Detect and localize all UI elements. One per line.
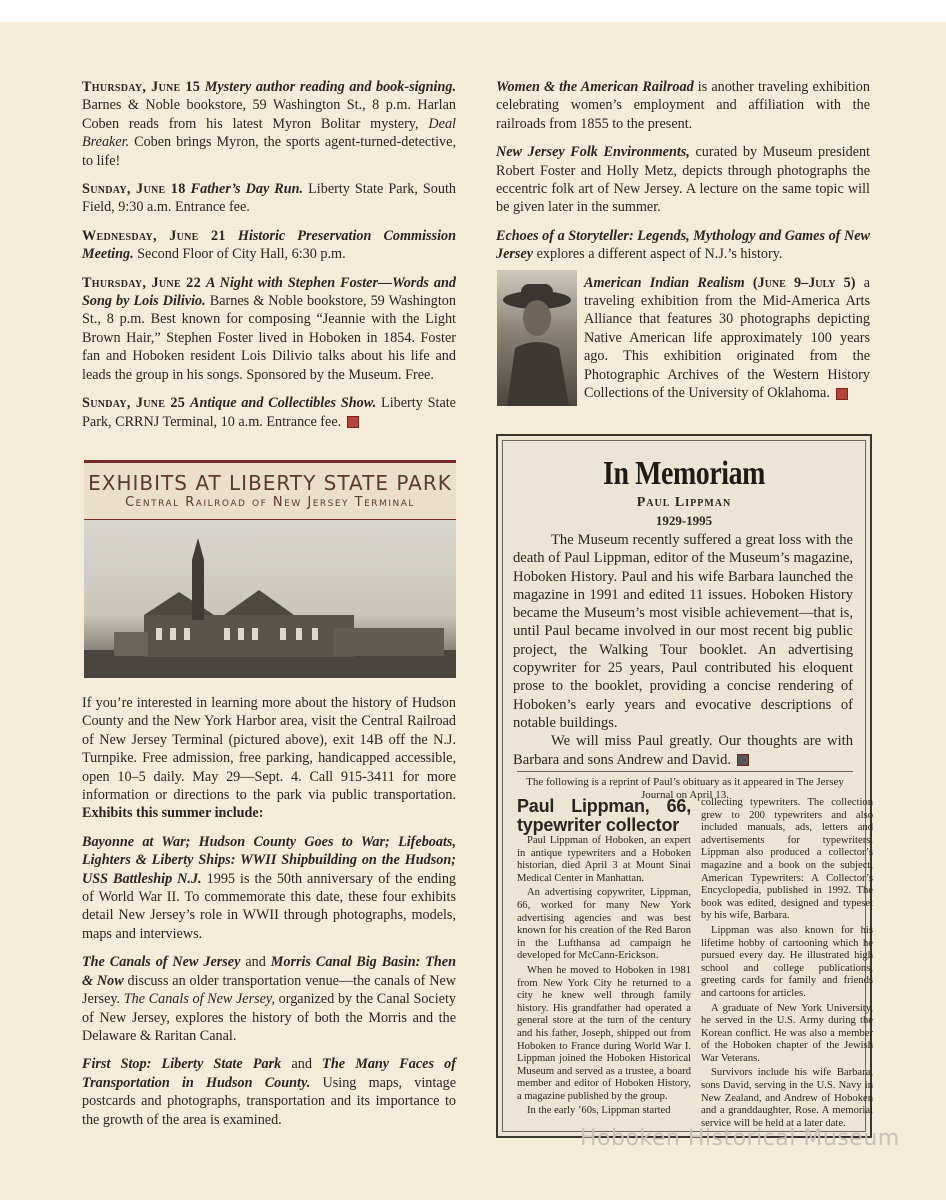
exhibit-item <box>82 953 456 1045</box>
exhibit-text: 1995 is the 50th anniversary of the ending of World War II. To commemorate this date, these four exhibits detail New Jersey’s role in WWII through photographs, models, maps and interviews. <box>82 870 457 942</box>
memoriam-heading: In Memoriam <box>603 455 765 492</box>
event-text: Second Floor of City Hall, 6:30 p.m. <box>137 246 346 263</box>
event-title: Father’s Day Run. <box>190 181 304 198</box>
exhibit-italic: The Canals of New Jersey, <box>123 991 275 1008</box>
exhibit-text: curated by Museum president Robert Foster and Holly Metz, depicts through photographs the eccentric folk art of New Jersey. A lecture on the same topic will be given later in the summer. <box>496 144 870 216</box>
event-title: A Night with Stephen Foster—Words and Song by Lois Dilivio. <box>82 274 456 310</box>
event-title: Historic Preservation Commission Meeting. <box>82 227 457 263</box>
end-mark-icon <box>836 388 848 400</box>
museum-watermark: Hoboken Historical Museum <box>580 1126 900 1151</box>
event-text: Barnes & Noble bookstore, 59 Washington St., 8 p.m. Harlan Coben reads from his latest Myron Bolitar mystery, <box>82 97 456 132</box>
exhibit-item <box>496 143 870 217</box>
obituary-headline: Paul Lippman, 66, typewriter collector <box>517 796 691 835</box>
event-italic: Deal Breaker. <box>82 115 456 151</box>
exhibit-text: Using maps, vintage postcards and photographs, transportation and its importance to the growth of the area is examined. <box>82 1074 457 1128</box>
obituary-paragraph: collecting typewriters. The collection grew to 200 typewriters and also included manuals, ads, letters and advertisements for typewriters. Lippman also produced a collector’s magazine and a book on the subject, American Typewriters: A Collector’s Encyclopedia, published in 1992. The book was edited, designed and typeset by his wife, Barbara. <box>701 797 873 922</box>
event-text: Coben brings Myron, the sports agent-turned-detective, to life! <box>82 134 456 169</box>
event-item <box>82 394 456 431</box>
event-item <box>82 78 456 170</box>
exhibit-title: Women & the American Railroad <box>496 79 694 95</box>
event-text: Barnes & Noble bookstore, 59 Washington St., 8 p.m. Best known for composing “Jeannie with the Light Brown Hair,” Stephen Foster lived in Hoboken in 1854. Foster fan and Hoboken resident Lois Dilivio talks about his life and leads the group in his songs. Sponsored by the Museum. Free. <box>82 293 456 383</box>
exhibits-intro <box>82 694 456 823</box>
exhibit-title: American Indian Realism <box>584 274 745 291</box>
memoriam-paragraph <box>513 732 853 769</box>
exhibits-left-column <box>82 694 456 1139</box>
exhibit-dates: (June 9–July 5) <box>752 274 856 291</box>
exhibit-item <box>584 274 870 403</box>
exhibit-item <box>496 227 870 264</box>
exhibit-text: organized by the Canal Society of New Jersey, explores the history of both the Morris and the Delaware & Raritan Canal. <box>82 991 457 1044</box>
event-item <box>82 180 456 217</box>
end-mark-icon <box>737 754 749 766</box>
memoriam-frame <box>502 440 873 1132</box>
obituary-column-2 <box>701 797 873 1132</box>
exhibits-banner <box>84 460 456 522</box>
event-item <box>82 227 456 264</box>
exhibit-text: explores a different aspect of N.J.’s history. <box>536 246 783 263</box>
reprint-note: The following is a reprint of Paul’s obituary as it appeared in The Jersey Journal on April 13. <box>517 771 853 802</box>
obituary-column-1 <box>517 797 691 1120</box>
terminal-building-icon <box>84 520 456 678</box>
event-day: Sunday, June 25 <box>82 395 186 412</box>
event-title: Mystery author reading and book-signing. <box>204 79 457 95</box>
memoriam-years: 1929-1995 <box>655 513 713 528</box>
exhibit-title: Morris Canal Big Basin: Then & Now <box>82 954 456 989</box>
exhibit-title: The Canals of New Jersey <box>82 954 241 971</box>
portrait-figure-icon <box>497 270 577 406</box>
exhibit-text: is another traveling exhibition celebrating women’s employment and affiliation with the railroads from 1855 to the present. <box>496 79 870 132</box>
event-day: Wednesday, June 21 <box>82 227 226 244</box>
exhibit-item <box>496 78 870 133</box>
memoriam-body <box>513 531 853 769</box>
events-column <box>82 78 456 441</box>
native-american-portrait <box>497 270 577 406</box>
obituary-paragraph: Paul Lippman of Hoboken, an expert in antique typewriters and a Hoboken historian, died April 3 at Mount Sinai Medical Center in Manhattan. <box>517 835 691 884</box>
event-text: Liberty State Park, CRRNJ Terminal, 10 a.m. Entrance fee. <box>82 395 456 430</box>
banner-title: EXHIBITS AT LIBERTY STATE PARK <box>88 471 452 495</box>
event-day: Thursday, June 22 <box>82 274 201 291</box>
exhibit-text: discuss an older transportation venue—the canals of New Jersey. <box>82 972 456 1008</box>
exhibit-title: Bayonne at War; Hudson County Goes to War; Lifeboats, Lighters & Liberty Ships: WWII Shipbuilding on the Hudson; USS Battleship N.J. <box>82 833 456 887</box>
scan-top-edge <box>0 0 946 22</box>
memoriam-name: Paul Lippman <box>636 495 732 510</box>
obituary-paragraph: In the early ’60s, Lippman started <box>527 1105 671 1117</box>
exhibit-item <box>82 833 456 943</box>
exhibit-text: a traveling exhibition from the Mid-America Arts Alliance that features 30 photographs depicting Native American life approximately 100 years ago. This exhibition originated from the Photographic Archives of the Western History Collections of the University of Oklahoma. <box>584 274 871 402</box>
terminal-photo <box>84 520 456 678</box>
obituary-paragraph: An advertising copywriter, Lippman, 66, worked for many New York advertising agencies and was best known for his creation of the Red Baron in the Lufthansa ad campaign he developed for McCann-Erickson. <box>517 887 691 962</box>
obituary-paragraph: Lippman was also known for his lifetime hobby of cartooning which he pursued every day. He illustrated high school and college publications, greeting cards for family and friends and cartoons for articles. <box>701 924 873 999</box>
event-title: Antique and Collectibles Show. <box>190 395 377 412</box>
exhibit-title: The Many Faces of Transportation in Hudson County. <box>82 1056 457 1091</box>
obituary-paragraph: When he moved to Hoboken in 1981 from New York City he returned to a city he knew well through family history. His grandfather had operated a general store at the turn of the century and his father, Joseph, shipped out from Hoboken to France during World War I. Lippman joined the Hoboken Historical Museum and served as a trustee, a board member and editor of Hoboken History, a magazine published by the group. <box>517 964 691 1102</box>
event-item <box>82 274 456 384</box>
exhibit-conj: and <box>291 1056 312 1073</box>
event-day: Sunday, June 18 <box>82 181 186 198</box>
exhibit-title: Echoes of a Storyteller: Legends, Mythology and Games of New Jersey <box>496 227 870 263</box>
end-mark-icon <box>347 416 359 428</box>
obituary-paragraph: A graduate of New York University, he served in the U.S. Army during the Korean conflict. He was also a member of the Hoboken chapter of the Jewish War Veterans. <box>701 1002 873 1064</box>
intro-bold: Exhibits this summer include: <box>82 805 264 822</box>
exhibit-title: First Stop: Liberty State Park <box>82 1056 282 1073</box>
exhibit-item <box>82 1055 456 1129</box>
event-day: Thursday, June 15 <box>82 79 201 95</box>
exhibit-title: New Jersey Folk Environments, <box>496 144 690 161</box>
event-text: Liberty State Park, South Field, 9:30 a.m. Entrance fee. <box>82 181 457 216</box>
memoriam-paragraph: The Museum recently suffered a great loss with the death of Paul Lippman, editor of the Museum’s magazine, Hoboken History. Paul and his wife Barbara launched the magazine in 1991 and edited 11 issues. Hoboken History became the Museum’s most visible achievement—that is, until Paul became involved in our most recent big public project, the Walking Tour booklet. An advertising copywriter for 25 years, Paul contributed his eloquent prose to the booklet, providing a concise rendering of Hoboken’s early years and evocative descriptions of notable buildings. <box>513 532 853 731</box>
exhibit-conj: and <box>245 954 266 971</box>
obituary-paragraph: Survivors include his wife Barbara, sons David, serving in the U.S. Navy in New Zealand, and Andrew of Hoboken and a granddaughter, Rose. A memorial service will be held at a later date. <box>701 1067 873 1129</box>
memoriam-box <box>496 434 872 1138</box>
intro-text: If you’re interested in learning more about the history of Hudson County and the New York Harbor area, visit the Central Railroad of New Jersey Terminal (pictured above), exit 14B off the N.J. Turnpike. Free admission, free parking, handicapped accessible, open 10–5 daily. May 29—Sept. 4. Call 915-3411 for more information or directions to the park via public transportation. <box>82 695 456 804</box>
memoriam-closing: We will miss Paul greatly. Our thoughts are with Barbara and sons Andrew and David. <box>513 733 853 768</box>
banner-subtitle: Central Railroad of New Jersey Terminal <box>125 495 415 510</box>
